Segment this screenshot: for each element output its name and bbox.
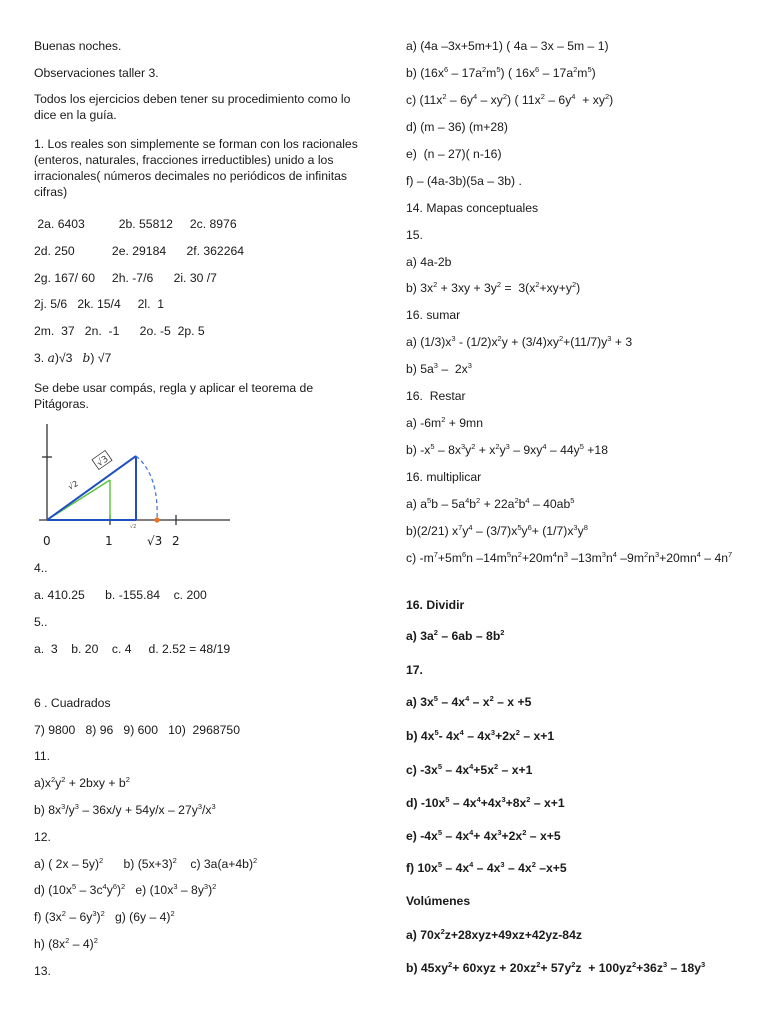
right-line-18: b)(2/21) $x^7y^4 - (3/7)x^5y^6+ (1/7)x^3y^8$ <box>406 523 588 538</box>
left-line-3: 1. Los reales son simplemente se forman con los racionales (enteros, naturales, fracciones irreductibles) unido a los irracionales( números decimales no periódicos de infinitas cifras) <box>34 137 358 199</box>
left-line-0: Buenas noches. <box>34 39 122 53</box>
sqrt-tick-label: √2 <box>130 524 137 530</box>
right-line-6: 14. Mapas conceptuales <box>406 201 539 215</box>
right-line-29: Volúmenes <box>406 894 471 908</box>
left-line-24: h) $(8x^2 - 4)^2$ <box>34 936 98 951</box>
right-line-10: 16. sumar <box>406 308 461 322</box>
left-line-20: 12. <box>34 830 51 844</box>
sqrt3-point <box>154 517 159 522</box>
dashed-arc <box>136 456 157 520</box>
right-line-27: e) $-4x^5 - 4x^4+ 4x^3+2x^2 - x+5$ <box>406 828 561 843</box>
left-line-4: 2a. 6403 2b. 55812 2c. 8976 <box>34 217 237 231</box>
left-line-7: 2j. 5/6 2k. 15/4 2l. 1 <box>34 297 165 311</box>
right-line-12: b) $5a^3 - 2x^3$ <box>406 361 472 376</box>
right-line-3: d) (m – 36) (m+28) <box>406 120 508 134</box>
right-line-31: b) $45xy^2+ 60xyz + 20xz^2+ 57y^2z + 100yz^2+36z^3 - 18y^3$ <box>406 960 706 975</box>
left-line-14: a. 3 b. 20 c. 4 d. 2.52 = 48/19 <box>34 642 231 656</box>
left-line-22: d) $(10x^5 - 3c^4y^6)^2$ e) $(10x^3 - 8y^3)^2$ <box>34 882 217 897</box>
left-line-12: a. 410.25 b. -155.84 c. 200 <box>34 588 207 602</box>
right-line-9: b) $3x^2 + 3xy + 3y^2 = 3(x^2+xy+y^2)$ <box>406 280 581 295</box>
left-line-10: Se debe usar compás, regla y aplicar el teorema de Pitágoras. <box>34 381 314 411</box>
right-line-15: b) $-x^5 - 8x^3y^2 + x^2y^3 - 9xy^4 - 44y^5 +18$ <box>406 442 608 457</box>
right-line-17: a) $a^5b - 5a^4b^2 + 22a^2b^4 - 40ab^5$ <box>406 496 575 511</box>
right-line-25: c) $-3x^5 - 4x^4+5x^2 - x+1$ <box>406 762 533 777</box>
left-line-5: 2d. 250 2e. 29184 2f. 362264 <box>34 244 245 258</box>
label-0: 0 <box>43 534 51 548</box>
right-line-0: a) (4a –3x+5m+1) ( 4a – 3x – 5m – 1) <box>406 39 609 53</box>
right-line-19: c) $-m^7+5m^6n$ $-14m^5n^2+20m^4n^3$ $-13m^3n^4$ $-9m^2n^3+20mn^4 - 4n^7$ <box>406 550 733 565</box>
blue-hypotenuse <box>47 456 136 520</box>
left-line-11: 4.. <box>34 561 48 575</box>
right-line-8: a) 4a-2b <box>406 255 452 269</box>
left-line-19: b) $8x^3/y^3 - 36x/y + 54y/x - 27y^3/x^3$ <box>34 802 216 817</box>
label-2: 2 <box>172 534 180 548</box>
right-line-4: e) (n – 27)( n-16) <box>406 147 502 161</box>
left-line-2: Todos los ejercicios deben tener su procedimiento como lo dice en la guía. <box>34 92 351 122</box>
right-line-13: 16. Restar <box>406 389 466 403</box>
left-line-23: f) $(3x^2 - 6y^3)^2$ g) (6y – 4)$^2$ <box>34 909 175 924</box>
right-line-5: f) – (4a-3b)(5a – 3b) . <box>406 174 522 188</box>
right-line-22: 17. <box>406 663 423 677</box>
right-line-21: a) $3a^2 - 6ab - 8b^2$ <box>406 628 505 643</box>
right-line-30: a) $70x^2z+28xyz+49xz+42yz-84z$ <box>406 927 582 942</box>
right-line-24: b) $4x^5-$ $4x^4 - 4x^3+2x^2 - x+1$ <box>406 728 555 743</box>
right-line-7: 15. <box>406 228 423 242</box>
left-line-17: 11. <box>34 749 51 763</box>
left-line-18: $a)x^2y^2 + 2bxy + b^2$ <box>34 775 130 790</box>
left-line-6: 2g. 167/ 60 2h. -7/6 2i. 30 /7 <box>34 271 217 285</box>
left-line-21: a) ( 2x – 5y)$^2$ b) $(5x+3)^2$ c) $3a(a+4b)^2$ <box>34 856 258 871</box>
left-line-9: 3. a)√3 b) √7 <box>34 351 112 365</box>
left-line-8: 2m. 37 2n. -1 2o. -5 2p. 5 <box>34 324 205 338</box>
right-line-20: 16. Dividir <box>406 598 465 612</box>
right-line-16: 16. multiplicar <box>406 470 482 484</box>
right-line-1: b) $(16x^6 - 17a^2m^5)$ ( $16x^6 - 17a^2m^5$) <box>406 65 596 80</box>
right-line-14: a) $-6m^2 + 9mn$ <box>406 415 483 430</box>
label-1: 1 <box>105 534 113 548</box>
sqrt2-small-label: √2 <box>66 478 80 492</box>
left-line-15: 6 . Cuadrados <box>34 696 111 710</box>
left-line-25: 13. <box>34 964 51 978</box>
right-line-11: a) $(1/3)x^3 - (1/2)x^2y + (3/4)xy^2+(11/7)y^3 + 3$ <box>406 334 633 349</box>
right-line-28: f) $10x^5 - 4x^4 - 4x^3 - 4x^2$ –x+5 <box>406 860 567 875</box>
right-line-26: d) $-10x^5 - 4x^4+4x^3+8x^2 - x+1$ <box>406 795 565 810</box>
pythagoras-figure <box>34 420 244 558</box>
label-sqrt3: √3 <box>147 534 163 548</box>
right-line-2: c) $(11x^2 - 6y^4 - xy^2)$ ( $11x^2 - 6y^4 + xy^2$) <box>406 92 614 107</box>
sqrt3-boxed-label: √3 <box>95 454 111 470</box>
left-line-16: 7) 9800 8) 96 9) 600 10) 2968750 <box>34 723 240 737</box>
left-line-13: 5.. <box>34 615 48 629</box>
right-line-23: a) $3x^5 - 4x^4 - x^2 - x +5$ <box>406 694 532 709</box>
left-line-1: Observaciones taller 3. <box>34 66 159 80</box>
